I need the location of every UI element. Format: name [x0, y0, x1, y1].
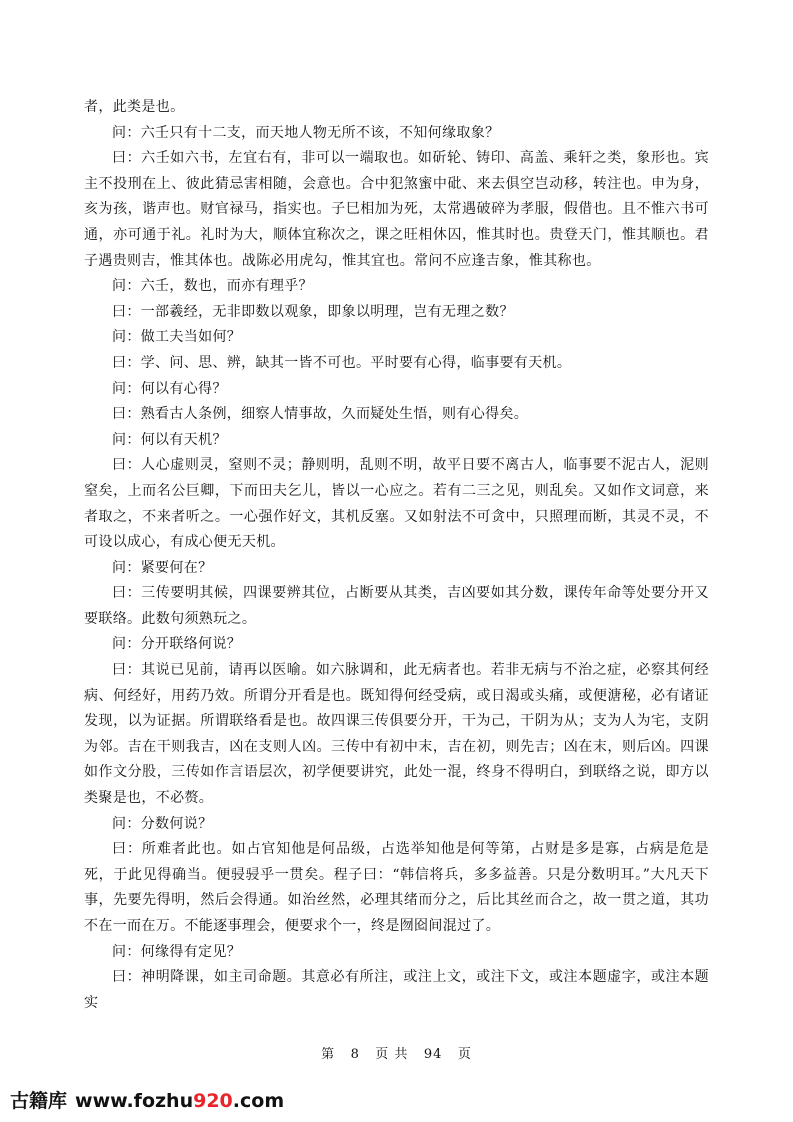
paragraph: 者，此类是也。: [84, 99, 185, 115]
paragraph: 曰：其说已见前，请再以医喻。如六脉调和，此无病者也。若非无病与不治之症，必察其何经病、何经好，用药乃效。所谓分开看是也。既知得何经受病，或日渴或头痛，或便溏秘，必有诸证发现，以为证据。所谓联络看是也。故四课三传俱要分开，干为己，干阴为从；支为人为宅，支阴为邻。吉在干则我吉，凶在支则人凶。三传中有初中末，吉在初，则先吉；凶在末，则后凶。四课如作文分股，三传如作言语层次，初学便要讲究，此处一混，终身不得明白，到联络之说，即方以类聚是也，不必赘。: [84, 662, 709, 807]
footer-prefix: 第: [321, 1047, 336, 1062]
paragraph: 曰：熟看古人条例，细察人情事故，久而疑处生悟，则有心得矣。: [112, 406, 529, 423]
document-body: [84, 95, 709, 1016]
footer-total-pages: 94: [423, 1047, 443, 1062]
footer-middle: 页 共: [375, 1047, 409, 1062]
paragraph: 问：六壬只有十二支，而天地人物无所不该，不知何缘取象？: [112, 124, 500, 141]
paragraph: 问：做工夫当如何？: [112, 329, 242, 346]
footer-current-page: 8: [350, 1047, 360, 1062]
paragraph: 曰：三传要明其候，四课要辨其位，占断要从其类，吉凶要如其分数，课传年命等处要分开又要联络。此数句须熟玩之。: [84, 585, 709, 627]
paragraph: 问：何缘得有定见？: [112, 943, 242, 960]
paragraph: 曰：神明降课，如主司命题。其意必有所注，或注上文，或注下文，或注本题虚字，或注本题实: [84, 969, 709, 1011]
watermark-url-number: 920: [193, 1090, 233, 1112]
paragraph: 曰：学、问、思、辨，缺其一皆不可也。平时要有心得，临事要有天机。: [112, 354, 572, 371]
watermark-url-suffix: .com: [232, 1090, 285, 1112]
watermark-site-name: 古籍库: [10, 1090, 68, 1112]
paragraph: 问：分开联络何说？: [112, 636, 242, 653]
page-number-footer: [0, 1043, 793, 1062]
paragraph: 问：何以有天机？: [112, 431, 227, 448]
paragraph: 问：六壬，数也，而亦有理乎？: [112, 278, 313, 295]
paragraph: 曰：一部羲经，无非即数以观象，即象以明理，岂有无理之数？: [112, 303, 514, 320]
paragraph: 问：紧要何在？: [112, 559, 213, 576]
paragraph: 问：分数何说？: [112, 815, 213, 832]
site-watermark: [10, 1086, 284, 1113]
paragraph: 曰：所难者此也。如占官知他是何品级，占选举知他是何等第，占财是多是寡，占病是危是死，于此见得确当。便骎骎乎一贯矣。程子曰：“韩信将兵，多多益善。只是分数明耳。”大凡天下事，先要先得明，然后会得通。如治丝然，必理其绪而分之，后比其丝而合之，故一贯之道，其功不在一而在万。不能逐事理会，便要求个一，终是囫囵间混过了。: [84, 841, 709, 934]
watermark-url-prefix: www.fozhu: [75, 1090, 194, 1112]
paragraph: 曰：人心虚则灵，窒则不灵；静则明，乱则不明，故平日要不离古人，临事要不泥古人，泥则窒矣，上而名公巨卿，下而田夫乞儿，皆以一心应之。若有二三之见，则乱矣。又如作文词意，来者取之，不来者听之。一心强作好文，其机反塞。又如射法不可贪中，只照理而断，其灵不灵，不可设以成心，有成心便无天机。: [84, 457, 709, 551]
paragraph: 曰：六壬如六书，左宜右有，非可以一端取也。如斫轮、铸印、高盖、乘轩之类，象形也。宾主不投刑在上、彼此猜忌害相随，会意也。合中犯煞蜜中砒、来去俱空岂动移，转注也。申为身，亥为孩，谐声也。财官禄马，指实也。子巳相加为死，太常遇破碎为孝服，假借也。且不惟六书可通，亦可通于礼。礼时为大，顺体宜称次之，课之旺相休囚，惟其时也。贵登天门，惟其顺也。君子遇贵则吉，惟其体也。战陈必用虎勾，惟其宜也。常问不应逢吉象，惟其称也。: [84, 150, 709, 269]
paragraph: 问：何以有心得？: [112, 380, 227, 397]
footer-suffix: 页: [457, 1047, 472, 1062]
